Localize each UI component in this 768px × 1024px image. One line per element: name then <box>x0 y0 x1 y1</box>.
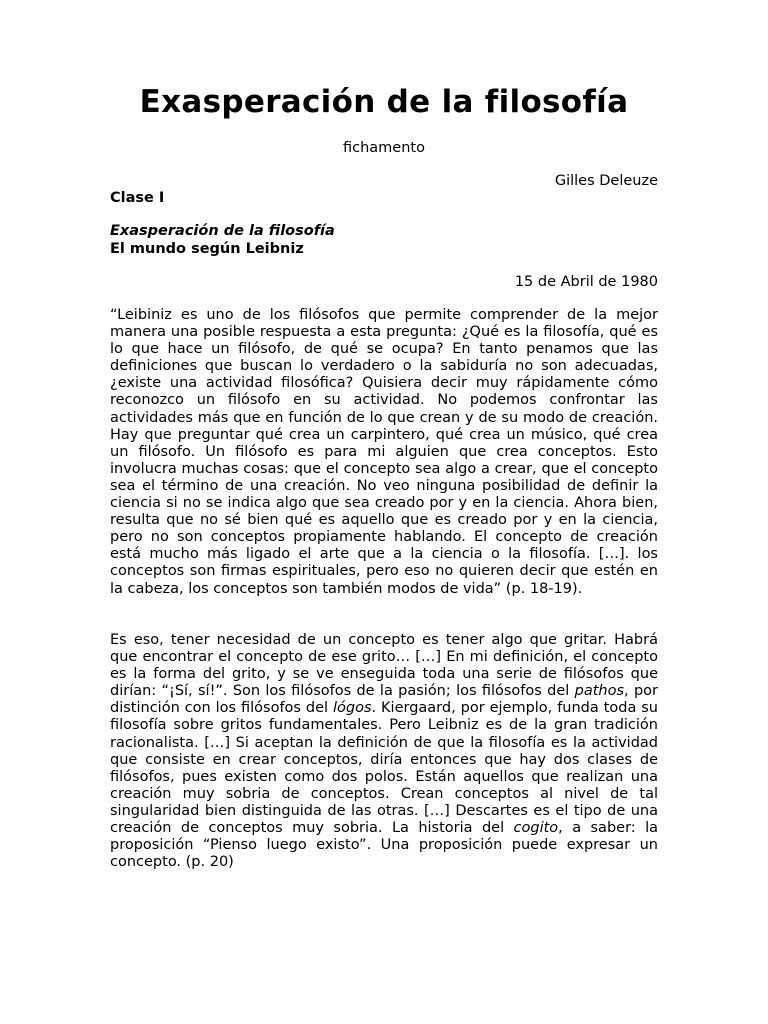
italic-term-logos: lógos <box>332 700 372 717</box>
paragraph-text: , a saber: la proposición “Pienso luego existo”. Una proposición puede expresar un concepto. (p. 20) <box>110 820 658 871</box>
paragraph-text: Es eso, tener necesidad de un concepto es tener algo que gritar. Habrá que encontrar el concepto de ese grito… […] En mi definición, el concepto es la forma del grito, y se ve enseguida toda una serie de filósofos que dirían: “¡Sí, sí!”. Son los filósofos de la pasión; los filósofos del <box>110 632 658 700</box>
section-title: Exasperación de la filosofía <box>110 223 335 239</box>
paragraph-quote: “Leibiniz es uno de los filósofos que permite comprender de la mejor manera una posible respuesta a esta pregunta: ¿Qué es la filosofía, qué es lo que hace un filósofo, de qué se ocupa? En tanto penamos que las definiciones que buscan lo verdadero o la sabiduría no son adecuadas, ¿existe una actividad filosófica? Quisiera decir muy rápidamente cómo reconozco un filósofo en su actividad. No podemos confrontar las actividades más que en función de lo que crean y de su modo de creación. Hay que preguntar qué crea un carpintero, qué crea un músico, qué crea un filósofo. Un filósofo es para mi alguien que crea conceptos. Esto involucra muchas cosas: que el concepto sea algo a crear, que el concepto sea el término de una creación. No veo ninguna posibilidad de definir la ciencia si no se indica algo que sea creado por y en la ciencia. Ahora bien, resulta que no sé bien qué es aquello que es creado por y en la ciencia, pero no son conceptos propiamente hablando. El concepto de creación está mucho más ligado el arte que a la ciencia o la filosofía. […]. los conceptos son firmas espirituales, pero eso no quieren decir que estén en la cabeza, los conceptos son también modos de vida” (p. 18-19). <box>110 307 658 597</box>
class-label: Clase I <box>110 190 165 206</box>
author-name: Gilles Deleuze <box>554 173 658 189</box>
document-subtitle: fichamento <box>343 140 425 156</box>
italic-term-cogito: cogito <box>513 820 559 837</box>
paragraph-concept-cry <box>110 632 658 871</box>
lecture-date: 15 de Abril de 1980 <box>514 274 658 290</box>
italic-term-pathos: pathos <box>574 683 625 700</box>
paragraph-text: , por distinción con los filósofos del <box>110 683 658 717</box>
paragraph-text: . Kiergaard, por ejemplo, funda toda su filosofía sobre gritos fundamentales. Pero Leibniz es de la gran tradición racionalista. […] Si aceptan la definición de que la filosofía es la actividad que consiste en crear conceptos, diría entonces que hay dos clases de filósofos, pues existen como dos polos. Están aquellos que realizan una creación muy sobria de conceptos. Crean conceptos al nivel de tal singularidad bien distinguida de las otras. […] Descartes es el tipo de una creación de conceptos muy sobria. La historia del <box>110 700 658 837</box>
document-title: Exasperación de la filosofía <box>139 84 629 120</box>
section-subtitle: El mundo según Leibniz <box>110 241 304 257</box>
document-page <box>110 0 658 1024</box>
